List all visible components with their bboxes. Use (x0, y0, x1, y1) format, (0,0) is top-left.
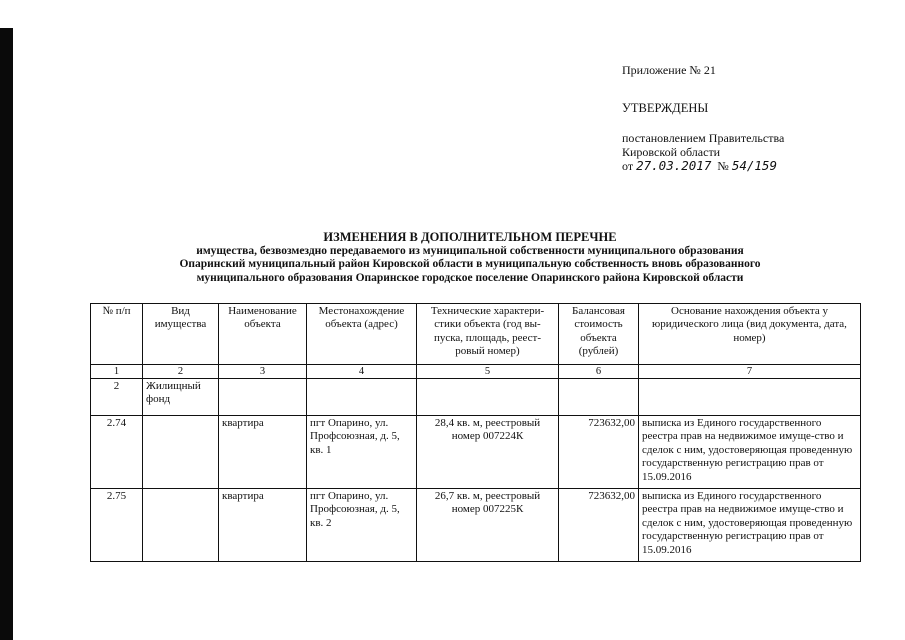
decree-line-2: Кировской области (622, 145, 721, 159)
row-value: 723632,00 (559, 416, 639, 489)
column-number: 4 (307, 365, 417, 379)
decree-number-prefix: № (717, 159, 729, 173)
section-type: Жилищный фонд (143, 379, 219, 416)
row-name: квартира (219, 489, 307, 562)
column-header: Балансовая стоимость объекта (рублей) (559, 304, 639, 365)
column-number: 6 (559, 365, 639, 379)
column-number: 5 (417, 365, 559, 379)
table-row (91, 489, 861, 562)
section-row (91, 379, 861, 416)
column-number: 2 (143, 365, 219, 379)
heading-line-3: муниципального образования Опаринское городское поселение Опаринского района Кировской области (196, 271, 744, 284)
column-header: № п/п (91, 304, 143, 365)
decree-number: 54/159 (731, 158, 777, 173)
decree-date: 27.03.2017 (636, 158, 712, 173)
document-heading (150, 231, 790, 285)
table-row (91, 416, 861, 489)
scan-edge-shadow (0, 28, 13, 640)
row-number: 2.74 (91, 416, 143, 489)
column-header: Технические характери-стики объекта (год вы-пуска, площадь, реест-ровый номер) (417, 304, 559, 365)
approved-label: УТВЕРЖДЕНЫ (622, 101, 709, 115)
row-number: 2.75 (91, 489, 143, 562)
column-header: Местонахождение объекта (адрес) (307, 304, 417, 365)
property-table (90, 303, 861, 562)
table-header-row (91, 304, 861, 365)
column-number-row (91, 365, 861, 379)
column-number: 1 (91, 365, 143, 379)
section-number: 2 (91, 379, 143, 416)
decree-date-line (622, 159, 784, 173)
decree-date-prefix: от (622, 159, 634, 173)
row-basis: выписка из Единого государственного реестра прав на недвижимое имуще-ство и сделок с ним, удостоверяющая проведенную государственную регистрацию прав от 15.09.2016 (639, 416, 861, 489)
row-type (143, 489, 219, 562)
column-header: Наименование объекта (219, 304, 307, 365)
row-address: пгт Опарино, ул. Профсоюзная, д. 5, кв. 2 (307, 489, 417, 562)
heading-line-1: имущества, безвозмездно передаваемого из муниципальной собственности муниципального образования (196, 244, 744, 257)
heading-title: ИЗМЕНЕНИЯ В ДОПОЛНИТЕЛЬНОМ ПЕРЕЧНЕ (323, 230, 617, 244)
decree-line-1: постановлением Правительства (622, 131, 785, 145)
row-address: пгт Опарино, ул. Профсоюзная, д. 5, кв. 1 (307, 416, 417, 489)
row-type (143, 416, 219, 489)
column-number: 7 (639, 365, 861, 379)
row-tech: 26,7 кв. м, реестровый номер 007225К (417, 489, 559, 562)
column-number: 3 (219, 365, 307, 379)
row-value: 723632,00 (559, 489, 639, 562)
appendix-label: Приложение № 21 (622, 63, 716, 77)
decree-block (622, 131, 784, 173)
column-header: Основание нахождения объекта у юридического лица (вид документа, дата, номер) (639, 304, 861, 365)
heading-line-2: Опаринский муниципальный район Кировской области в муниципальную собственность вновь образованного (179, 258, 761, 271)
row-tech: 28,4 кв. м, реестровый номер 007224К (417, 416, 559, 489)
row-basis: выписка из Единого государственного реестра прав на недвижимое имуще-ство и сделок с ним, удостоверяющая проведенную государственную регистрацию прав от 15.09.2016 (639, 489, 861, 562)
column-header: Вид имущества (143, 304, 219, 365)
row-name: квартира (219, 416, 307, 489)
